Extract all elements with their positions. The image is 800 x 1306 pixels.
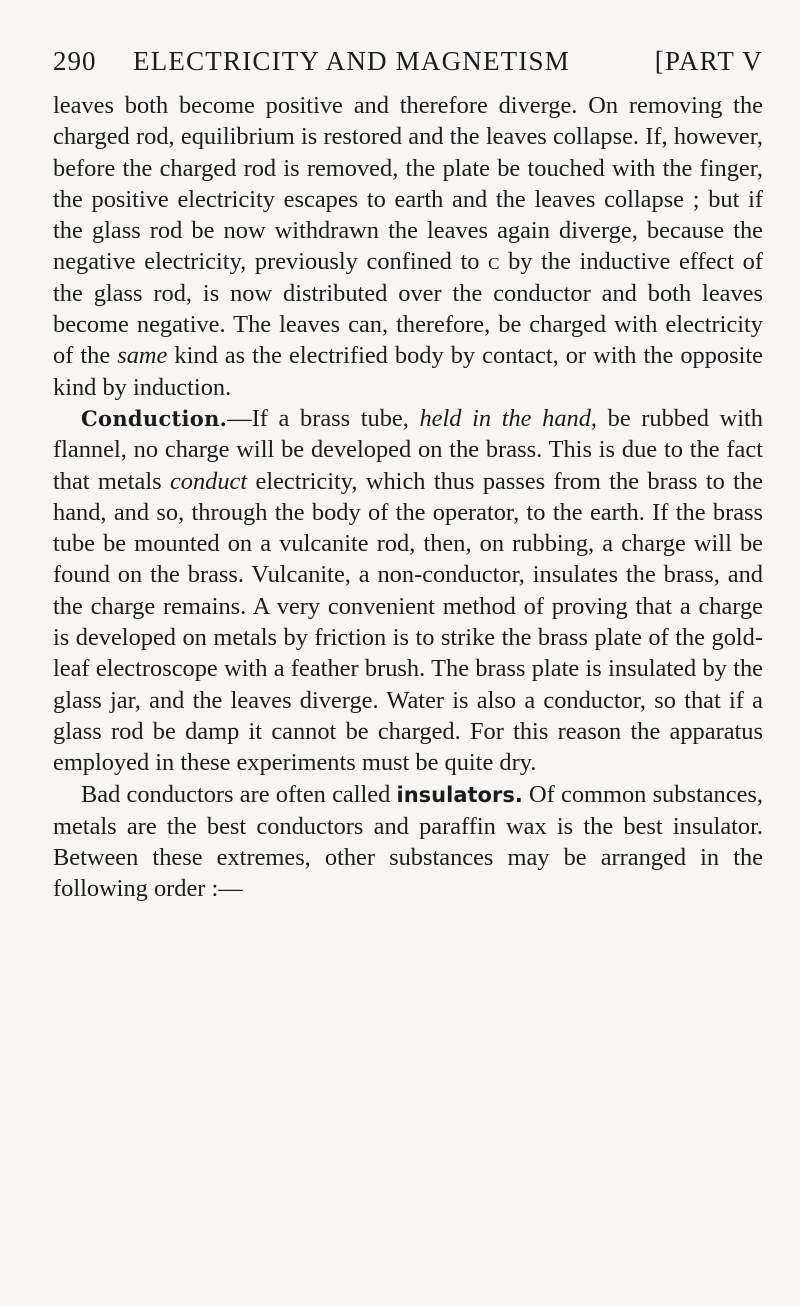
paragraph-text: kind as the electrified body by contact, or with the opposite kind by induction.	[53, 342, 763, 401]
page-number: 290	[53, 46, 97, 76]
running-title: ELECTRICITY AND MAGNETISM	[133, 46, 570, 76]
paragraph-insulators	[53, 779, 763, 905]
part-label: [PART V	[654, 46, 763, 76]
paragraph-text: Bad conductors are often called	[81, 780, 397, 808]
paragraph-conduction	[53, 403, 763, 779]
emphasis-conduct: conduct	[169, 467, 248, 495]
section-heading-conduction: Conduction.	[81, 405, 228, 431]
emphasis-same: same	[117, 342, 168, 370]
paragraph-text: , be rubbed with flannel, no charge will be developed on the brass. This is due to the fact that metals	[53, 404, 763, 495]
body-text	[53, 90, 763, 905]
paragraph-electroscope-charging	[53, 90, 763, 403]
paragraph-text: by the inductive effect of the glass rod, is now distributed over the conductor and both leaves become negative. The leaves can, therefore, be charged with electricity of the	[53, 248, 763, 370]
book-page	[53, 48, 763, 905]
paragraph-text: —If a brass tube,	[227, 404, 420, 432]
term-insulators: insulators.	[396, 782, 523, 807]
running-header	[53, 48, 763, 75]
paragraph-text: electricity, which thus passes from the brass to the hand, and so, through the body of the operator, to the earth. If the brass tube be mounted on a vulcanite rod, then, on rubbing, a charge will be found on the brass. Vulcanite, a non-conductor, insulates the brass, and the charge remains. A very convenient method of proving that a charge is developed on metals by friction is to strike the brass plate of the gold-leaf electroscope with a feather brush. The brass plate is insulated by the glass jar, and the leaves diverge. Water is also a conductor, so that if a glass rod be damp it cannot be charged. For this reason the apparatus employed in these experiments must be quite dry.	[53, 467, 763, 777]
paragraph-text: leaves both become positive and therefore diverge. On removing the charged rod, equilibrium is restored and the leaves collapse. If, however, before the charged rod is removed, the plate be touched with the finger, the positive electricity escapes to earth and the leaves collapse ; but if the glass rod be now withdrawn the leaves again diverge, because the negative electricity, previously confined to	[53, 92, 763, 276]
paragraph-text: Of common substances, metals are the best conductors and paraffin wax is the best insulator. Between these extremes, other substances may be arranged in the following order :—	[53, 780, 763, 903]
emphasis-held-in-hand: held in the hand	[419, 404, 591, 432]
letter-c-label: c	[488, 248, 500, 276]
